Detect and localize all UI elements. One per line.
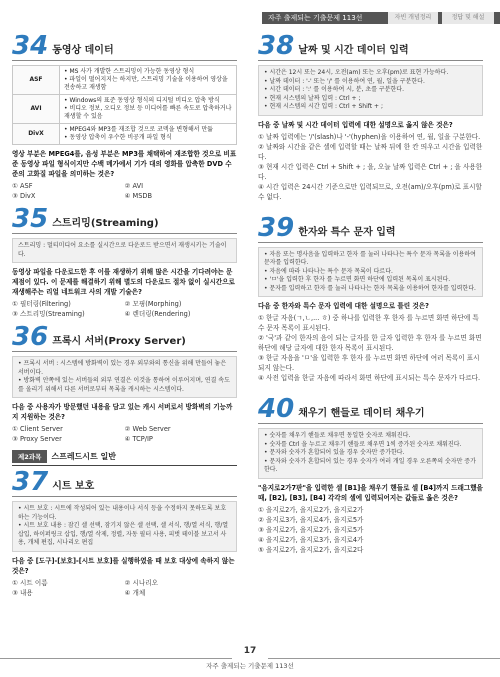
section-34	[12, 31, 237, 201]
option: ④ 을지로2가, 을지로3가, 을지로4가	[258, 535, 364, 544]
question-text: 다음 중 [도구]-[보호]-[시트 보호]를 실행하였을 때 보호 대상에 속하지 않는 것은?	[12, 556, 235, 575]
section-header	[258, 31, 483, 61]
right-column	[258, 31, 483, 561]
section-number: 39	[258, 212, 295, 243]
question-text: 다음 중 사용자가 방문했던 내용을 담고 있는 캐시 서버로서 방화벽의 기능까지 지원하는 것은?	[12, 403, 233, 421]
option: ③ 을지로2가, 을지로2가, 을지로5가	[258, 525, 364, 534]
subject-badge: 제2과목	[12, 450, 47, 463]
section-title: 스트리밍(Streaming)	[52, 218, 159, 229]
question-text: "음지로2가7판"을 입력한 셀 [B1]을 채우기 핸들로 셀 [B4]까지 드래그했을 때, [B2], [B3], [B4] 각각의 셀에 입력되어지는 값들로 옳은 것은?	[258, 483, 483, 502]
question-text: 동영상 파일을 다운로드한 후 이를 재생하기 위해 많은 시간을 기다려야는 문제점이 있다. 이 문제를 해결하기 위해 별도의 다운로드 절차 없이 실시간으로 재생해주는 리얼 네트워크 사의 개발 기술은?	[12, 268, 235, 296]
section-39	[258, 212, 483, 384]
section-header	[258, 394, 483, 424]
answer-options	[258, 132, 483, 202]
table-row	[13, 66, 237, 95]
section-header	[12, 204, 237, 234]
left-column	[12, 31, 237, 604]
answer-options	[12, 299, 237, 319]
footer-rule	[268, 658, 500, 659]
format-name: AVI	[13, 95, 60, 124]
section-title: 시트 보호	[52, 481, 95, 492]
format-desc: • MPEG4와 MP3를 재조합 것으로 코덱을 변형해서 만듦 • 동영상 압축이 우수한 비공개 파일 형식	[60, 124, 237, 145]
option: ④ 렌더링(Rendering)	[124, 310, 191, 318]
option: ③ 현재 시간 입력은 Ctrl + Shift + ; 을, 오늘 날짜 입력은 Ctrl + ; 을 사용한다.	[258, 162, 483, 181]
option: ③ 내용	[12, 588, 33, 597]
header-tab-answers: 정답 및 해설	[442, 12, 494, 24]
section-number: 34	[12, 31, 49, 61]
table-row	[13, 95, 237, 124]
option: ② 날짜와 시간을 같은 셀에 입력할 때는 날짜 뒤에 한 칸 띄우고 시간을 입력한다.	[258, 142, 483, 161]
option: ② Web Server	[124, 425, 171, 433]
table-row	[13, 124, 237, 145]
format-desc: • Windows의 표준 동영상 형식의 디지털 비디오 압축 방식 • 비디오 정보, 오디오 정보 등 미디어를 빠른 속도로 압축하거나 재생할 수 있음	[60, 95, 237, 124]
option: ② 시나리오	[124, 578, 158, 587]
question-text: 다음 중 날짜 및 시간 데이터 입력에 대한 설명으로 옳지 않은 것은?	[258, 120, 453, 129]
section-40	[258, 394, 483, 555]
section-number: 36	[12, 322, 49, 352]
option: ④ MSDB	[124, 192, 152, 200]
question-text: 다음 중 한자와 특수 문자 입력에 대한 설명으로 틀린 것은?	[258, 302, 429, 310]
section-number: 40	[258, 394, 295, 424]
option: ② 을지로3가, 을지로4가, 을지로5가	[258, 515, 364, 524]
section-number: 35	[12, 204, 49, 234]
concept-box: • 숫자를 채우기 핸들로 채우면 동일한 숫자로 채워진다. • 숫자를 Ctrl 을 누르고 채우기 핸들로 채우면 1씩 증가된 숫자로 채워진다. • 문자와 숫자가 혼합되어 있을 경우 숫자만 증가한다. • 문자와 숫자가 혼합되어 있는 경우 숫자가 여러 개일 경우 오른쪽의 숫자만 증가한다.	[258, 428, 483, 479]
page-footer	[0, 646, 500, 677]
option: ③ 한글 자음을 'ㅁ'을 입력한 후 한자 를 누르면 화면 하단에 여러 목록이 표시되지 않는다.	[258, 354, 480, 372]
option: ② AVI	[124, 182, 144, 190]
section-35	[12, 204, 237, 319]
option: ③ 스트리밍(Streaming)	[12, 310, 85, 318]
subject-title: 스프레드시트 일반	[51, 452, 116, 461]
section-number: 38	[258, 31, 295, 61]
concept-box: • 자음 또는 명사음을 입력하고 한자 를 눌러 나타나는 특수 문자 목록을 이용하여 문자를 입력한다. • 자음에 따라 나타나는 특수 문자 목록이 다르다. • 'ㅁ'을 입력한 후 한자 를 누르면 화면 하단에 입력된 목록이 표시된다. • 문자를 입력하고 한자 를 눌러 나타나는 한자 목록을 이용하여 한자를 입력한다.	[258, 247, 483, 298]
option: ① 시트 이름	[12, 578, 48, 587]
answer-options	[12, 181, 237, 201]
format-name: DivX	[13, 124, 60, 145]
section-36	[12, 322, 237, 444]
concept-box: • 시트 보호 : 시트에 작성되어 있는 내용이나 서식 등을 수정하지 못하도록 보호하는 기능이다. • 시트 보호 내용 : 잠긴 셀 선택, 잠기지 않은 셀 선택, 셀 서식, 행/열 서식, 행/열 삽입, 하이퍼링크 삽입, 행/열 삭제, 정렬, 자동 필터 사용, 피벗 테이블 보고서 사용, 개체 편집, 시나리오 편집	[12, 501, 237, 552]
section-header	[258, 212, 483, 243]
page-header	[0, 0, 500, 30]
format-table	[12, 65, 237, 145]
section-title: 동영상 데이터	[52, 45, 114, 56]
header-tab-concepts: 자빈 개념정리	[388, 12, 438, 24]
option: ④ 시간 입력은 24시간 기준으로만 입력되므로, 오전(am)/오후(pm)로 표시할 수 없다.	[258, 182, 482, 201]
section-38	[258, 31, 483, 202]
option: ① 한글 자음(ㄱ,ㄴ,... ㅎ) 중 하나를 입력한 후 한자 를 누르면 화면 하단에 특수 문자 목록이 표시된다.	[258, 314, 479, 332]
option: ④ TCP/IP	[124, 435, 153, 443]
option: ① Client Server	[12, 425, 63, 433]
concept-box: 스트리밍 : 멀티미디어 요소를 실시간으로 다운로드 받으면서 재생시키는 기술이다.	[12, 238, 237, 263]
section-header	[12, 31, 237, 61]
option: ③ DivX	[12, 192, 36, 200]
option: ① 을지로2가, 을지로2가, 을지로2가	[258, 505, 364, 514]
answer-options	[12, 578, 237, 598]
option: ③ Proxy Server	[12, 435, 62, 443]
question-text: 영상 부분은 MPEG4를, 음성 부분은 MP3를 채택하여 재조합한 것으로 비표준 동영상 파일 형식이지만 수백 메가에서 기가 대의 영화를 압축한 DVD 수준의 고화질 파일을 의미하는 것은?	[12, 150, 237, 178]
option: ② '국'과 같이 한자의 음이 되는 글자를 한 글자 입력한 후 한자 를 누르면 화면 하단에 해당 글자에 대한 한자 목록이 표시된다.	[258, 334, 482, 352]
answer-options	[12, 424, 237, 444]
option: ① 필터링(Filtering)	[12, 300, 71, 308]
option: ② 모핑(Morphing)	[124, 300, 182, 308]
footer-rule	[0, 658, 232, 659]
subject-header	[12, 450, 237, 466]
concept-box: • 프록시 서버 : 시스템에 방화벽이 있는 경우 외부와의 통신을 위해 만들어 놓은 서버이다. • 방화벽 안쪽에 있는 서버들의 외부 연결은 이것을 통하여 이루어지며, 연결 속도를 올리기 위해서 다른 서버로부터 목록을 캐시하는 시스템이다.	[12, 356, 237, 398]
option: ⑤ 을지로2가, 을지로2가, 을지로2다	[258, 545, 364, 554]
section-header	[12, 322, 237, 352]
format-name: ASF	[13, 66, 60, 95]
format-desc: • MS 사가 개발한 스트리밍이 가능한 동영상 형식 • 파일이 떨어지지는 하지만, 스트리밍 기술을 이용하여 영상을 전송하고 재생함	[60, 66, 237, 95]
option: ① ASF	[12, 182, 33, 190]
section-header	[12, 467, 237, 497]
option: ④ 개체	[124, 588, 146, 597]
answer-options	[258, 505, 483, 555]
section-title: 날짜 및 시간 데이터 입력	[298, 45, 409, 56]
section-title: 한자와 특수 문자 입력	[298, 226, 396, 238]
section-title: 프록시 서버(Proxy Server)	[52, 336, 186, 347]
answer-options	[258, 313, 483, 383]
concept-box: • 시간은 12시 또는 24시, 오전(am) 또는 오후(pm)로 표현 가능하다. • 날짜 데이터 : '-' 또는 '/' 를 이용하여 연, 월, 일을 구분한다. • 시간 데이터 : ':' 를 이용하여 시, 분, 초를 구분한다. • 현재 시스템의 날짜 입력 : Ctrl + ; • 현재 시스템의 시간 입력 : Ctrl + Shift + ;	[258, 65, 483, 116]
footer-text: 자주 출제되는 기출문제 113선	[206, 662, 294, 670]
page-number: 17	[243, 646, 257, 656]
section-37	[12, 467, 237, 598]
option: ④ 사전 입력을 한글 자음에 따라서 화면 하단에 표시되는 특수 문자가 다르다.	[258, 374, 481, 382]
section-title: 채우기 핸들로 데이터 채우기	[298, 408, 425, 419]
section-number: 37	[12, 467, 49, 497]
header-title: 자주 출제되는 기출문제 113선	[268, 14, 363, 22]
option: ① 날짜 입력에는 '/'(slash)나 '-'(hyphen)을 이용하여 연, 월, 일을 구분한다.	[258, 132, 481, 141]
